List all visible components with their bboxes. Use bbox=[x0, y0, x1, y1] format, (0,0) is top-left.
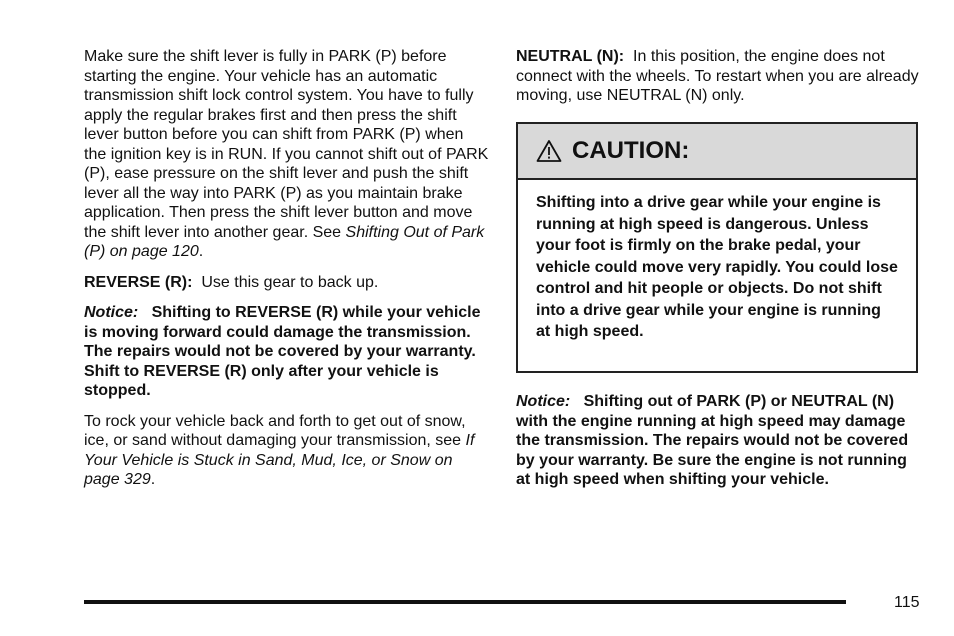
stuck-in-sand-reference: If Your Vehicle is Stuck in Sand, Mud, Ice, or Snow on page 329 bbox=[84, 432, 475, 488]
shifting-out-of-park-reference: Shifting Out of Park (P) on page 120 bbox=[84, 223, 485, 260]
park-neutral-notice: Notice: Shifting out of PARK (P) or NEUTRAL (N) with the engine running at high speed may damage the transmission. The repairs would not be covered by your warranty. Be sure the engine is not running at high speed when shifting your vehicle. bbox=[516, 393, 909, 488]
park-paragraph: Make sure the shift lever is fully in PARK (P) before starting the engine. Your vehicle has an automatic transmission shift lock control system. You have to fully apply the regular brakes first and then press the shift lever button before you can shift from PARK (P) when the ignition key is in RUN. If you cannot shift out of PARK (P), ease pressure on the shift lever and push the shift lever all the way into PARK (P) as you maintain brake application. Then press the shift lever button and move the shift lever into another gear. See Shifting Out of Park (P) on page 120. bbox=[84, 48, 489, 260]
notice-label: Notice: bbox=[84, 304, 139, 321]
caution-text: Shifting into a drive gear while your engine is running at high speed is dangerous. Unless your foot is firmly on the brake pedal, your vehicle could move very rapidly. You could lose control and hit people or objects. Do not shift into a drive gear while your engine is running at high speed. bbox=[536, 194, 898, 340]
left-column bbox=[84, 47, 490, 501]
neutral-label: NEUTRAL (N): bbox=[516, 48, 625, 65]
footer-rule bbox=[84, 600, 846, 604]
neutral-paragraph: NEUTRAL (N): In this position, the engine does not connect with the wheels. To restart when you are already moving, use NEUTRAL (N) only. bbox=[516, 48, 919, 104]
page-number: 115 bbox=[894, 594, 920, 611]
caution-header bbox=[518, 124, 916, 180]
reverse-notice: Notice: Shifting to REVERSE (R) while your vehicle is moving forward could damage the transmission. The repairs would not be covered by your warranty. Shift to REVERSE (R) only after your vehicle is stopped. bbox=[84, 304, 481, 399]
reverse-paragraph: REVERSE (R): Use this gear to back up. bbox=[84, 273, 379, 291]
warning-triangle-icon bbox=[536, 139, 562, 163]
notice-label: Notice: bbox=[516, 393, 571, 410]
caution-title: CAUTION: bbox=[572, 137, 690, 165]
right-column bbox=[516, 47, 920, 117]
reverse-label: REVERSE (R): bbox=[84, 273, 193, 291]
rocking-paragraph: To rock your vehicle back and forth to get out of snow, ice, or sand without damaging your transmission, see If Your Vehicle is Stuck in Sand, Mud, Ice, or Snow on page 329. bbox=[84, 412, 475, 488]
caution-box bbox=[516, 122, 918, 373]
